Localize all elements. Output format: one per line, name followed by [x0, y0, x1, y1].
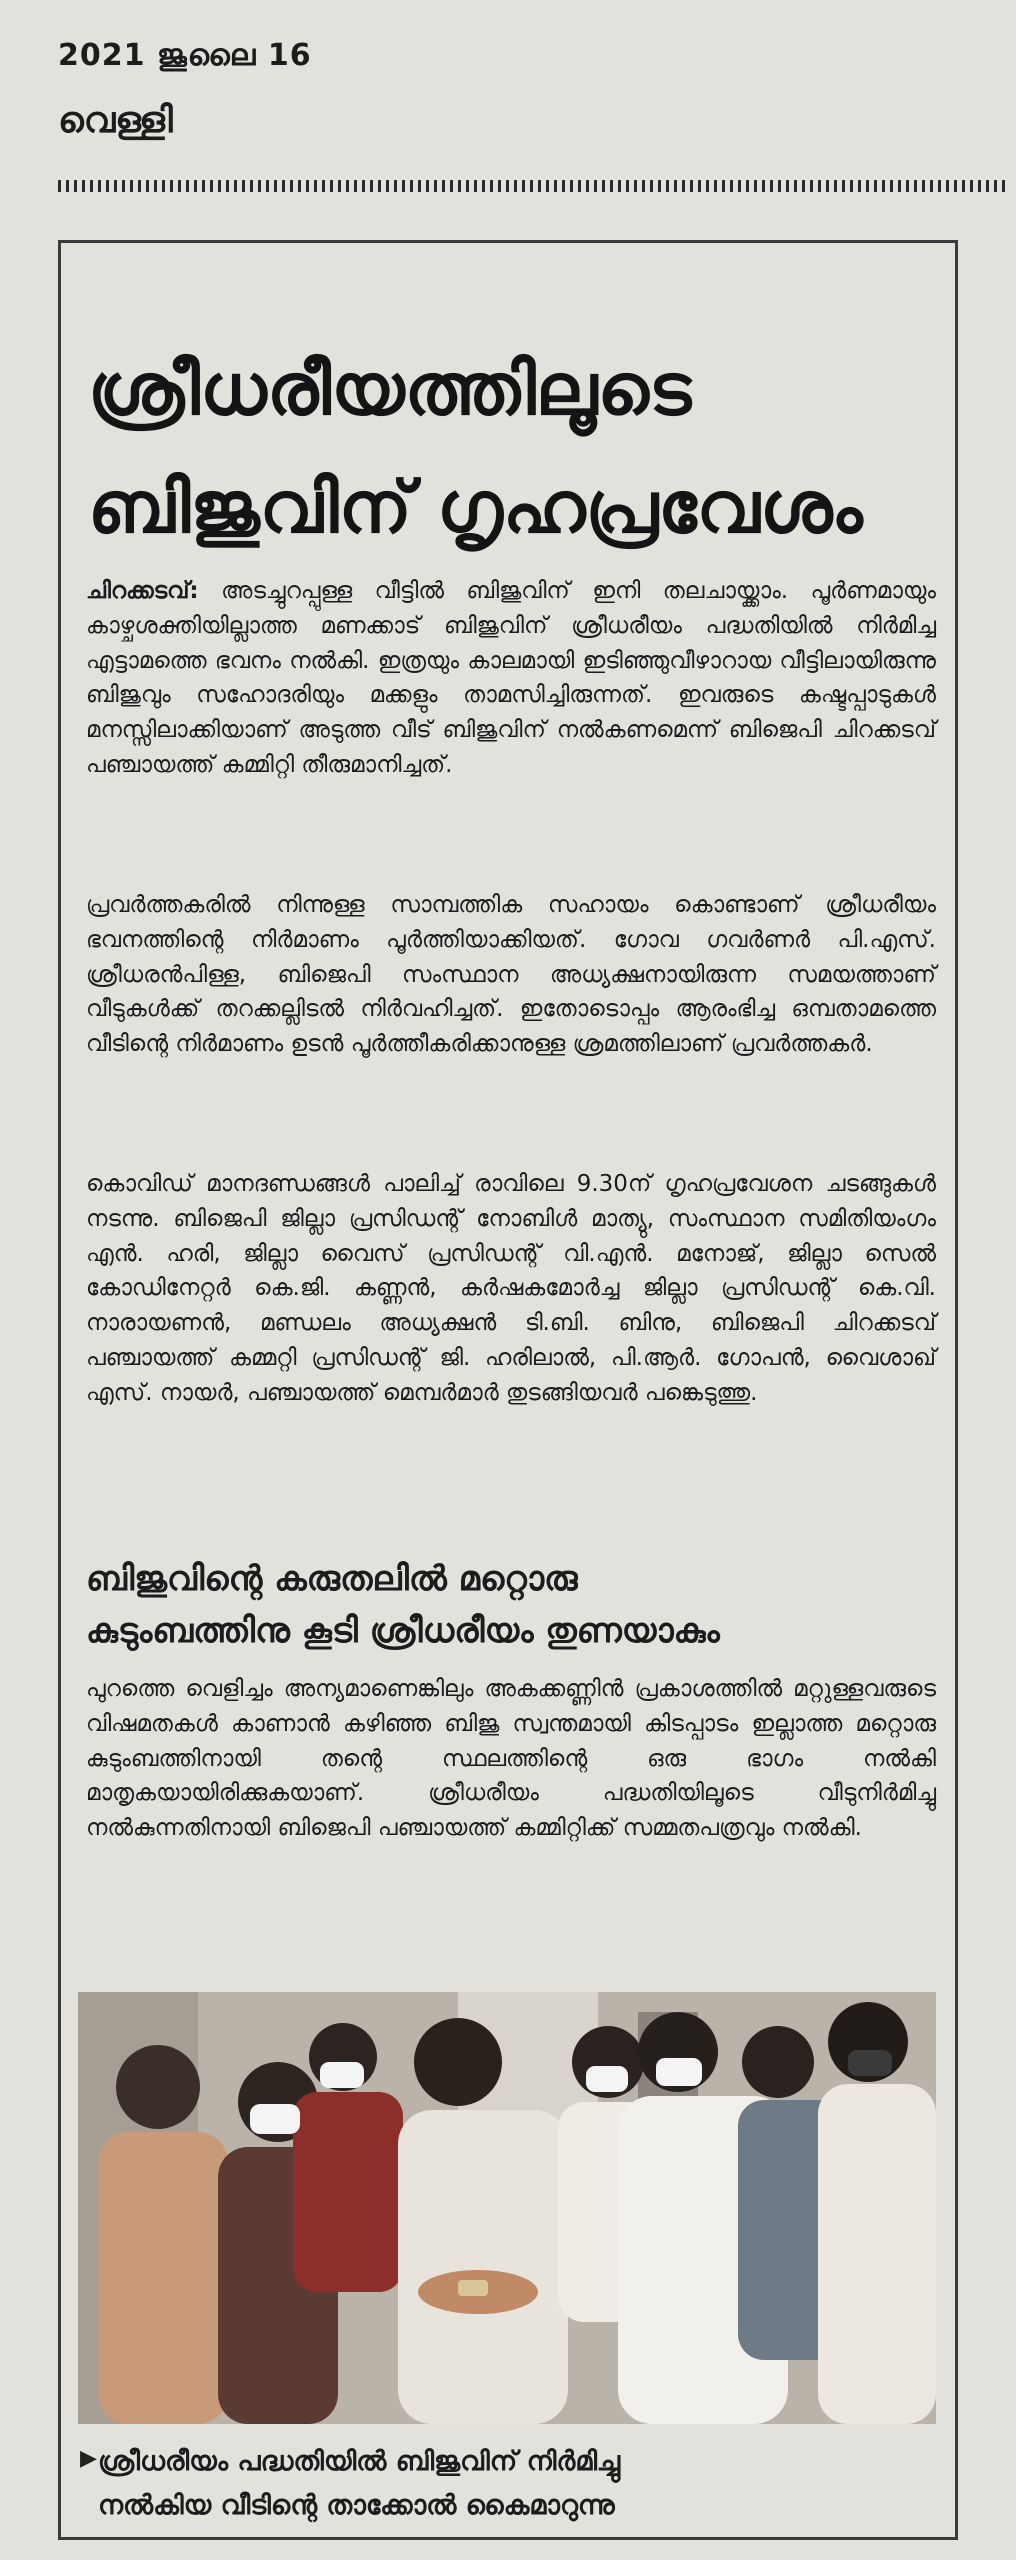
dateline: ചിറക്കടവ്:: [86, 578, 199, 604]
article-subheading: [86, 1553, 936, 1657]
triangle-right-icon: ▶: [80, 2446, 97, 2471]
article-headline: [88, 330, 928, 566]
paragraph-1-text: അടച്ചുറപ്പുള്ള വീട്ടിൽ ബിജുവിന് ഇനി തലചായ്ക്കാം. പൂർണമായും കാഴ്ചശക്തിയില്ലാത്ത മണക്കാട് ബിജുവിന് ശ്രീധരീയം പദ്ധതിയിൽ നിർമിച്ച എട്ടാമത്തെ ഭവനം നൽകി. ഇത്രയും കാലമായി ഇടിഞ്ഞുവീഴാറായ വീട്ടിലായിരുന്നു ബിജുവും സഹോദരിയും മക്കളും താമസിച്ചിരുന്നത്. ഇവരുടെ കഷ്ടപ്പാടുകൾ മനസ്സിലാക്കിയാണ് അടുത്ത വീട് ബിജുവിന് നൽകണമെന്ന് ബിജെപി ചിറക്കടവ് പഞ്ചായത്ത് കമ്മിറ്റി തീരുമാനിച്ചത്.: [86, 578, 936, 778]
headline-line-1: ശ്രീധരീയത്തിലൂടെ: [88, 347, 692, 431]
headline-line-2: ബിജുവിന് ഗൃഹപ്രവേശം: [88, 465, 863, 549]
photo-caption: [98, 2440, 918, 2528]
article-paragraph-1: [86, 574, 936, 783]
subheading-line-1: ബിജുവിന്റെ കരുതലിൽ മറ്റൊരു: [86, 1559, 578, 1599]
article-paragraph-2: പ്രവർത്തകരിൽ നിന്നുള്ള സാമ്പത്തിക സഹായം കൊണ്ടാണ് ശ്രീധരീയം ഭവനത്തിന്റെ നിർമാണം പൂർത്തിയാക്കിയത്. ഗോവ ഗവർണർ പി.എസ്. ശ്രീധരൻപിള്ള, ബിജെപി സംസ്ഥാന അധ്യക്ഷനായിരുന്ന സമയത്താണ് വീടുകൾക്ക് തറക്കല്ലിടൽ നിർവഹിച്ചത്. ഇതോടൊപ്പം ആരംഭിച്ച ഒമ്പതാമത്തെ വീടിന്റെ നിർമാണം ഉടൻ പൂർത്തീകരിക്കാനുള്ള ശ്രമത്തിലാണ് പ്രവർത്തകർ.: [86, 892, 936, 1058]
subheading-line-2: കുടുംബത്തിനു കൂടി ശ്രീധരീയം തുണയാകും: [86, 1611, 720, 1651]
article-paragraph-3: കൊവിഡ് മാനദണ്ഡങ്ങൾ പാലിച്ച് രാവിലെ 9.30ന് ഗൃഹപ്രവേശന ചടങ്ങുകൾ നടന്നു. ബിജെപി ജില്ലാ പ്രസിഡന്റ് നോബിൾ മാത്യു, സംസ്ഥാന സമിതിയംഗം എൻ. ഹരി, ജില്ലാ വൈസ് പ്രസിഡന്റ് വി.എൻ. മനോജ്, ജില്ലാ സെൽ കോഡിനേറ്റർ കെ.ജി. കണ്ണൻ, കർഷകമോർച്ച ജില്ലാ പ്രസിഡന്റ് കെ.വി. നാരായണൻ, മണ്ഡലം അധ്യക്ഷൻ ടി.ബി. ബിനു, ബിജെപി ചിറക്കടവ് പഞ്ചായത്ത് കമ്മറ്റി പ്രസിഡന്റ് ജി. ഹരിലാൽ, പി.ആർ. ഗോപൻ, വൈശാഖ് എസ്. നായർ, പഞ്ചായത്ത് മെമ്പർമാർ തുടങ്ങിയവർ പങ്കെടുത്തു.: [86, 1171, 936, 1406]
photo-illustration: [78, 1992, 936, 2424]
masthead-day: വെള്ളി: [58, 100, 173, 141]
masthead-divider: [58, 180, 1008, 192]
article-paragraph-4: പുറത്തെ വെളിച്ചം അന്യമാണെങ്കിലും അകക്കണ്ണിൻ പ്രകാശത്തിൽ മറ്റുള്ളവരുടെ വിഷമതകൾ കാണാൻ കഴിഞ്ഞ ബിജു സ്വന്തമായി കിടപ്പാടം ഇല്ലാത്ത മറ്റൊരു കുടുംബത്തിനായി തന്റെ സ്ഥലത്തിന്റെ ഒരു ഭാഗം നൽകി മാതൃകയായിരിക്കുകയാണ്. ശ്രീധരീയം പദ്ധതിയിലൂടെ വീടുനിർമിച്ചു നൽകുന്നതിനായി ബിജെപി പഞ്ചായത്ത് കമ്മിറ്റിക്ക് സമ്മതപത്രവും നൽകി.: [86, 1676, 936, 1842]
masthead-date: 2021 ജൂലൈ 16: [58, 38, 312, 73]
news-photo: [78, 1992, 936, 2424]
caption-line-1: ശ്രീധരീയം പദ്ധതിയിൽ ബിജുവിന് നിർമിച്ചു: [98, 2446, 621, 2477]
caption-line-2: നൽകിയ വീടിന്റെ താക്കോൽ കൈമാറുന്നു: [98, 2490, 615, 2521]
